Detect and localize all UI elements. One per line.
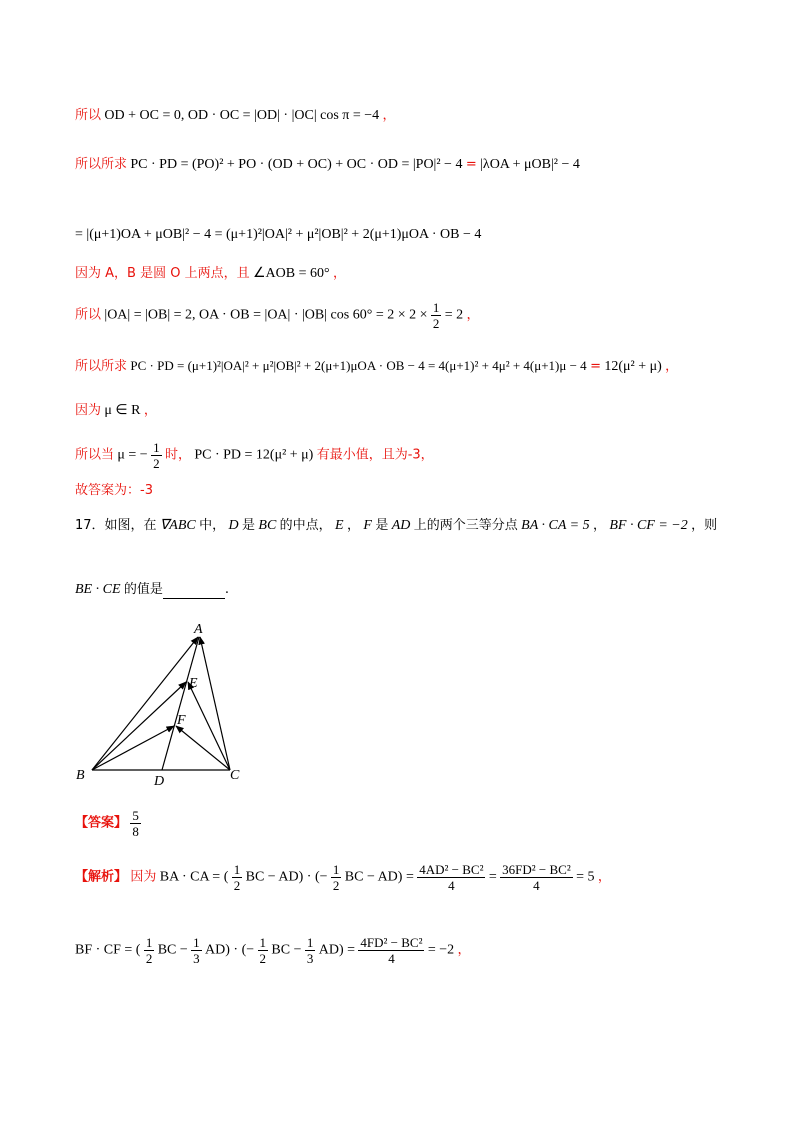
text-because: 因为 A，B 是圆 O 上两点，且 bbox=[75, 266, 250, 281]
eq-sign: = bbox=[590, 359, 601, 374]
numerator: 36FD² − BC² bbox=[502, 862, 571, 877]
formula-part: BC − AD) · (− bbox=[245, 869, 328, 885]
formula-od-oc: OD + OC = 0, OD · OC = |OD| · |OC| cos π = −4 bbox=[104, 108, 380, 123]
denominator: 3 bbox=[193, 951, 200, 966]
solution-line-1 bbox=[75, 106, 396, 125]
solution-line-3 bbox=[75, 225, 481, 244]
punct: ， bbox=[597, 869, 611, 885]
fraction bbox=[144, 935, 155, 966]
solution-line-2 bbox=[75, 155, 580, 174]
answer-tag: 【答案】 bbox=[75, 815, 128, 831]
formula-pc-pd: PC · PD = (PO)² + PO · (OD + OC) + OC · OD = |PO|² − 4 bbox=[130, 157, 463, 172]
numerator: 1 bbox=[332, 862, 340, 877]
label-e: E bbox=[189, 676, 198, 691]
eq-sign: = bbox=[465, 157, 477, 172]
fraction bbox=[358, 935, 424, 966]
formula-part: = 5 bbox=[576, 869, 595, 885]
formula-part: BC − AD) = bbox=[344, 869, 414, 885]
numerator: 1 bbox=[306, 935, 314, 950]
solution-line-6 bbox=[75, 357, 678, 376]
formula-pc-pd-expand: PC · PD = (μ+1)²|OA|² + μ²|OB|² + 2(μ+1)μOA · OB − 4 = 4(μ+1)² + 4μ² + 4(μ+1)μ − 4 bbox=[130, 358, 587, 373]
text: . bbox=[224, 582, 230, 597]
text-so: 所以 bbox=[75, 307, 102, 323]
fraction bbox=[258, 935, 269, 966]
analysis-line-2 bbox=[75, 935, 471, 966]
numerator: 5 bbox=[132, 808, 139, 823]
text-min-value: 有最小值，且为-3， bbox=[316, 447, 434, 463]
numerator: 1 bbox=[153, 440, 160, 455]
denominator: 2 bbox=[259, 951, 267, 966]
punct: ， bbox=[382, 108, 396, 123]
triangle-figure bbox=[70, 615, 260, 790]
formula-part: BC − bbox=[157, 942, 188, 958]
text: 的值是 bbox=[123, 582, 163, 597]
formula-part: BC − bbox=[271, 942, 302, 958]
numerator: 4FD² − BC² bbox=[360, 935, 423, 950]
point-e: E bbox=[335, 518, 344, 533]
formula-mu: μ = − bbox=[117, 447, 148, 463]
numerator: 1 bbox=[259, 935, 267, 950]
denominator: 4 bbox=[448, 878, 455, 893]
text-so-required: 所以所求 bbox=[75, 359, 128, 374]
fraction-half bbox=[431, 300, 442, 331]
numerator: 1 bbox=[145, 935, 153, 950]
solution-line-4 bbox=[75, 264, 346, 283]
numerator: 1 bbox=[193, 935, 200, 950]
fraction-half bbox=[151, 440, 162, 471]
segment-ad: AD bbox=[391, 518, 411, 533]
label-d: D bbox=[154, 774, 165, 789]
text-so: 所以 bbox=[75, 108, 102, 123]
vector-ce bbox=[188, 682, 230, 770]
denominator: 2 bbox=[432, 316, 440, 331]
formula-tail: = 2 bbox=[444, 307, 464, 323]
text-because: 因为 bbox=[130, 869, 157, 885]
solution-line-7 bbox=[75, 401, 157, 420]
denominator: 2 bbox=[233, 878, 241, 893]
text-so-when: 所以当 bbox=[75, 447, 115, 463]
vector-bf bbox=[92, 726, 174, 770]
fraction bbox=[331, 862, 342, 893]
solution-line-5 bbox=[75, 300, 480, 331]
question-be-ce: BE · CE bbox=[75, 582, 121, 597]
denominator: 8 bbox=[132, 824, 139, 839]
given-bf-cf: BF · CF = −2 bbox=[609, 518, 688, 533]
fraction bbox=[191, 935, 202, 966]
denominator: 2 bbox=[153, 456, 160, 471]
formula-part: = −2 bbox=[427, 942, 455, 958]
denominator: 3 bbox=[306, 951, 314, 966]
formula-part: AD) = bbox=[318, 942, 356, 958]
formula-angle: ∠AOB = 60° bbox=[252, 266, 330, 281]
label-c: C bbox=[230, 768, 240, 783]
formula-part: = bbox=[488, 869, 497, 885]
solution-line-9 bbox=[75, 481, 153, 500]
denominator: 4 bbox=[533, 878, 540, 893]
solution-line-8 bbox=[75, 440, 434, 471]
formula-oa-ob: |OA| = |OB| = 2, OA · OB = |OA| · |OB| cos 60° = 2 × 2 × bbox=[104, 307, 428, 323]
segment-ad-line bbox=[162, 637, 199, 770]
formula-part: BA · CA = ( bbox=[159, 869, 229, 885]
text: ， bbox=[346, 518, 360, 533]
numerator: 4AD² − BC² bbox=[419, 862, 484, 877]
fraction bbox=[500, 862, 573, 893]
punct: ， bbox=[457, 942, 471, 958]
problem-17 bbox=[75, 516, 717, 535]
triangle-symbol: ∇ABC bbox=[159, 518, 196, 533]
fraction bbox=[305, 935, 316, 966]
numerator: 1 bbox=[432, 300, 440, 315]
answer-fraction bbox=[130, 808, 141, 839]
text: 是 bbox=[242, 518, 256, 533]
text: 的中点， bbox=[279, 518, 332, 533]
answer-blank bbox=[163, 598, 225, 599]
text: ， bbox=[592, 518, 606, 533]
formula-mu-in-r: μ ∈ R bbox=[104, 403, 141, 418]
point-d: D bbox=[228, 518, 239, 533]
formula-12mu: 12(μ² + μ) bbox=[604, 359, 662, 374]
text: ，则 bbox=[691, 518, 718, 533]
final-answer-text: 故答案为：-3 bbox=[75, 483, 153, 498]
text: 上的两个三等分点 bbox=[413, 518, 518, 533]
segment-bc: BC bbox=[258, 518, 277, 533]
text-when: 时， bbox=[164, 447, 191, 463]
vector-be bbox=[92, 682, 186, 770]
given-ba-ca: BA · CA = 5 bbox=[521, 518, 590, 533]
formula-lambda: |λOA + μOB|² − 4 bbox=[480, 157, 580, 172]
vector-ba bbox=[92, 637, 198, 770]
point-f: F bbox=[363, 518, 372, 533]
punct: ， bbox=[466, 307, 480, 323]
denominator: 2 bbox=[145, 951, 153, 966]
punct: ， bbox=[665, 359, 679, 374]
label-f: F bbox=[177, 713, 186, 728]
problem-17-question bbox=[75, 580, 229, 599]
formula-expand: = |(μ+1)OA + μOB|² − 4 = (μ+1)²|OA|² + μ²|OB|² + 2(μ+1)μOA · OB − 4 bbox=[75, 227, 482, 242]
text-because: 因为 bbox=[75, 403, 102, 418]
formula-pc-pd-min: PC · PD = 12(μ² + μ) bbox=[194, 447, 314, 463]
text: 中， bbox=[199, 518, 226, 533]
label-b: B bbox=[76, 768, 85, 783]
punct: ， bbox=[332, 266, 346, 281]
denominator: 4 bbox=[388, 951, 395, 966]
formula-part: AD) · (− bbox=[205, 942, 255, 958]
analysis-line-1 bbox=[75, 862, 611, 893]
label-a: A bbox=[194, 622, 203, 637]
fraction bbox=[417, 862, 485, 893]
numerator: 1 bbox=[233, 862, 241, 877]
problem-number: 17．如图，在 bbox=[75, 518, 157, 533]
text-so-required: 所以所求 bbox=[75, 157, 128, 172]
vector-ca bbox=[200, 637, 230, 770]
fraction bbox=[232, 862, 243, 893]
punct: ， bbox=[143, 403, 157, 418]
analysis-tag: 【解析】 bbox=[75, 869, 128, 885]
text: 是 bbox=[375, 518, 389, 533]
denominator: 2 bbox=[332, 878, 340, 893]
answer-line bbox=[75, 808, 141, 839]
formula-part: BF · CF = ( bbox=[75, 942, 141, 958]
